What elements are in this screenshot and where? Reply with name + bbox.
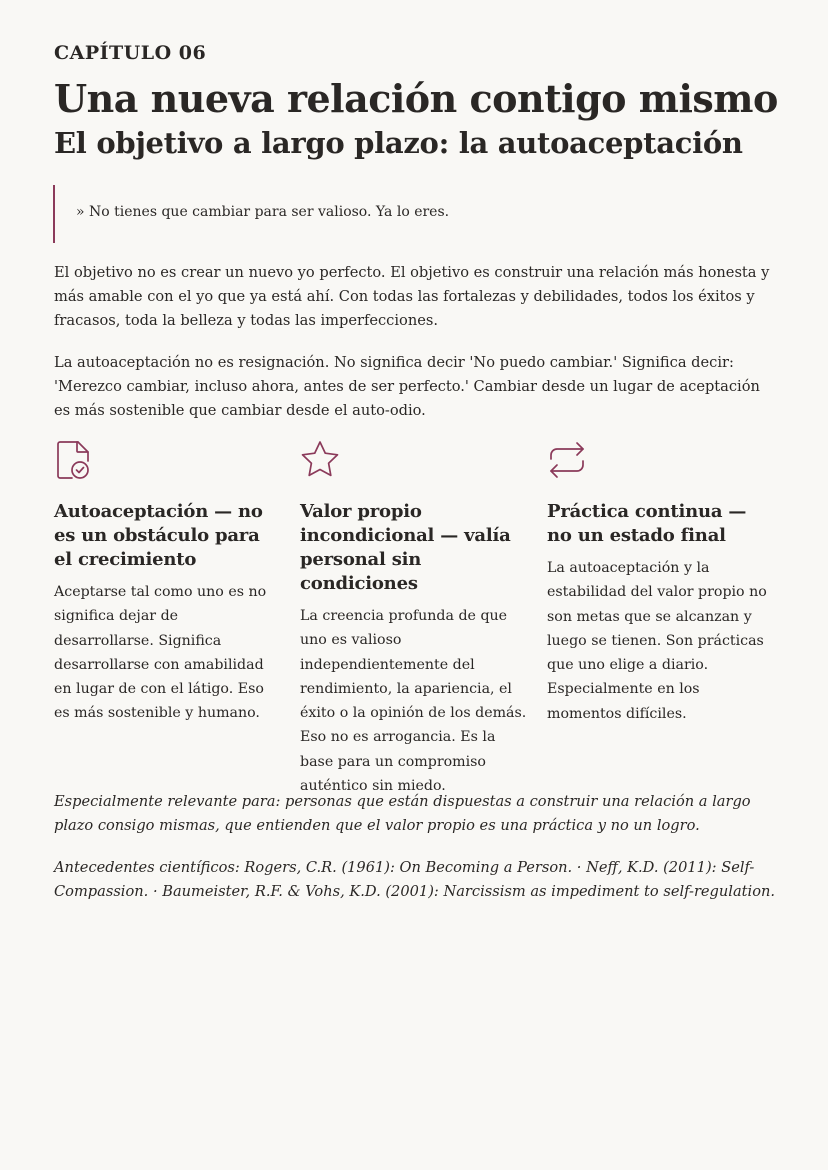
- pull-quote: » No tienes que cambiar para ser valioso. Ya lo eres.: [53, 185, 753, 243]
- page-title: Una nueva relación contigo mismo: [54, 76, 778, 121]
- card-text: La creencia profunda de que uno es valioso independientemente del rendimiento, la apariencia, el éxito o la opinión de los demás. Eso no es arrogancia. Es la base para un compromiso auténtico sin miedo.: [300, 608, 527, 795]
- card-title: Autoaceptación — no es un obstáculo para el crecimiento: [54, 501, 263, 570]
- card-text: La autoaceptación y la estabilidad del valor propio no son metas que se alcanzan y luego se tienen. Son prácticas que uno elige a diario. Especialmente en los momentos difíciles.: [547, 560, 767, 722]
- card-text: Aceptarse tal como uno es no significa dejar de desarrollarse. Significa desarrollarse con amabilidad en lugar de con el látigo. Eso es más sostenible y humano.: [54, 584, 267, 722]
- star-icon: [300, 440, 340, 480]
- card-self-acceptance: [54, 440, 282, 726]
- document-check-icon: [54, 440, 94, 480]
- references-note: Antecedentes científicos: Rogers, C.R. (1961): On Becoming a Person. · Neff, K.D. (2011): Self-Compassion. · Baumeister, R.F. & Vohs, K.D. (2001): Narcissism as impediment to self-regulation.: [54, 859, 776, 900]
- card-continuous-practice: [547, 440, 775, 726]
- repeat-icon: [547, 440, 587, 480]
- intro-paragraph: El objetivo no es crear un nuevo yo perfecto. El objetivo es construir una relación más honesta y más amable con el yo que ya está ahí. Con todas las fortalezas y debilidades, todos los éxitos y fracasos, toda la belleza y todas las imperfecciones.: [54, 264, 770, 329]
- card-title: Valor propio incondicional — valía personal sin condiciones: [300, 501, 511, 594]
- card-title: Práctica continua — no un estado final: [547, 501, 747, 546]
- relevance-note: Especialmente relevante para: personas que están dispuestas a construir una relación a largo plazo consigo mismas, que entienden que el valor propio es una práctica y no un logro.: [54, 793, 751, 834]
- page-subtitle: El objetivo a largo plazo: la autoaceptación: [54, 126, 743, 160]
- second-paragraph: La autoaceptación no es resignación. No significa decir 'No puedo cambiar.' Significa decir: 'Merezco cambiar, incluso ahora, antes de ser perfecto.' Cambiar desde un lugar de aceptación es más sostenible que cambiar desde el auto-odio.: [54, 354, 760, 419]
- chapter-label: CAPÍTULO 06: [54, 42, 207, 64]
- card-unconditional-worth: [300, 440, 528, 798]
